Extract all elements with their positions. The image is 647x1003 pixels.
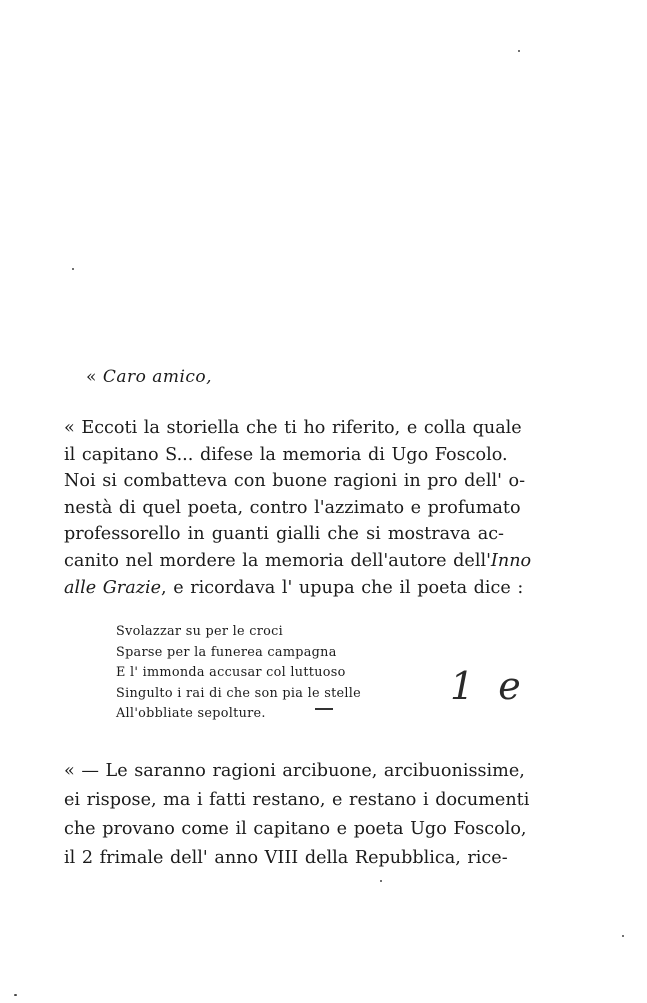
paragraph-1-line: « Eccoti la storiella che ti ho riferito, e colla quale [64,418,522,438]
paragraph-1-line: il capitano S... difese la memoria di Ugo Foscolo. [64,444,508,465]
verse-line: Singulto i rai di che son pia le stelle [116,685,362,701]
paragraph-2-line: che provano come il capitano e poeta Ugo Foscolo, [64,819,527,839]
paragraph-1 [64,415,532,601]
paragraph-2-line: il 2 frimale dell' anno VIII della Repubblica, rice- [64,848,508,868]
paragraph-1-line-6-text: canito nel mordere la memoria dell'autore dell' [64,550,491,571]
paragraph-1-line: Noi si combatteva con buone ragioni in pro dell' o- [64,471,526,492]
paragraph-2 [64,757,530,873]
paragraph-1-line-7-text: , e ricordava l' upupa che il poeta dice : [161,577,524,598]
paragraph-1-line-7 [64,575,524,602]
paragraph-1-line: nestà di quel poeta, contro l'azzimato e profumato [64,497,521,518]
salutation-text: Caro amico, [102,367,213,387]
paper-speck [14,994,17,996]
verse-line: E l' immonda accusar col luttuoso [116,665,346,681]
work-title-inno: Inno [490,550,532,571]
paper-speck [72,268,74,270]
verse-line: Sparse per la funerea campagna [116,644,337,660]
paragraph-2-line: « — Le saranno ragioni arcibuone, arcibuonissime, [64,761,525,781]
work-title-alle-grazie: alle Grazie [64,577,162,598]
paper-speck [518,50,520,52]
stray-pen-mark [315,708,333,710]
letter-salutation [86,367,212,387]
paper-speck [622,935,624,937]
paragraph-1-line: professorello in guanti gialli che si mostrava ac- [64,524,504,545]
handwritten-marginalia: 1 e [450,664,527,708]
verse-line: Svolazzar su per le croci [116,624,284,639]
paragraph-2-line: ei rispose, ma i fatti restano, e restano i documenti [64,790,530,810]
salutation-quote-mark: « [86,367,97,387]
paragraph-1-line-6 [64,548,532,575]
paper-speck [380,880,382,882]
verse-line: All'obbliate sepolture. [116,706,266,722]
